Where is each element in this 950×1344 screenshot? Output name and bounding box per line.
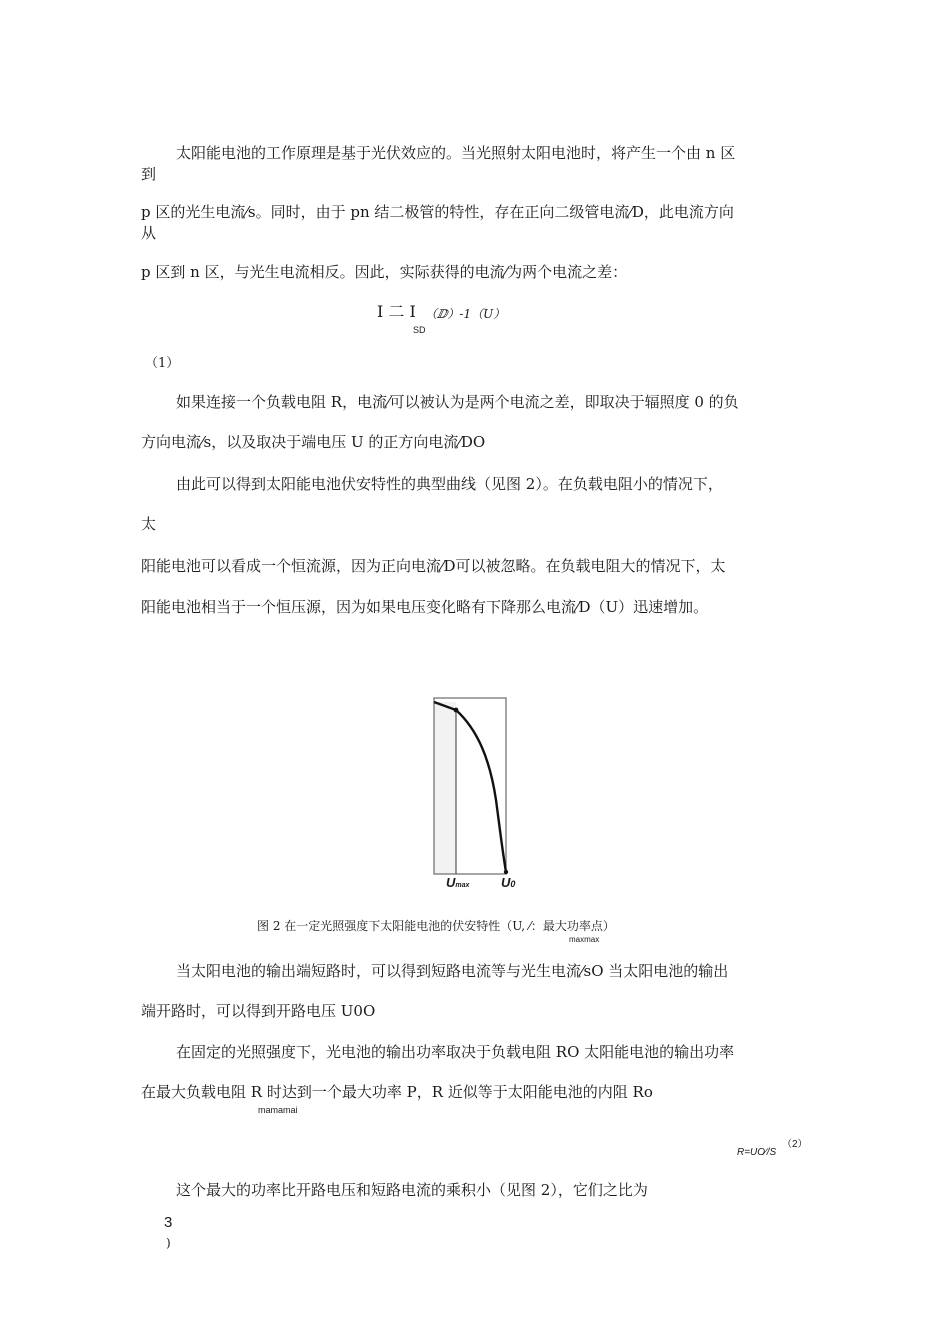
figure-label-umax: Umax <box>446 875 470 890</box>
paragraph-1-line-2: 到 <box>141 165 157 183</box>
paragraph-5-subscript: mamamai <box>258 1105 298 1115</box>
paragraph-5-line-2: 在最大负载电阻 R 时达到一个最大功率 P，R 近似等于太阳能电池的内阻 Ro <box>141 1083 653 1101</box>
iv-curve-figure <box>430 690 530 900</box>
figure-label-u0: U0 <box>501 875 516 890</box>
equation-1-rest: （ⅅ）-1（U） <box>425 307 506 321</box>
figure-caption-subscript: maxmax <box>569 935 600 944</box>
figure-caption: 图 2 在一定光照强度下太阳能电池的伏安特性（U, ⁄：最大功率点） <box>257 919 615 933</box>
paragraph-6-line-1: 这个最大的功率比开路电压和短路电流的乘积小（见图 2），它们之比为 <box>176 1181 648 1199</box>
paragraph-6-number-3: 3 <box>164 1214 173 1231</box>
figure-shaded-region <box>434 702 456 874</box>
paragraph-1-line-3: p 区的光生电流⁄s。同时，由于 pn 结二极管的特性，存在正向二级管电流⁄D，此电流方向 <box>141 203 734 221</box>
paragraph-4-line-1: 当太阳电池的输出端短路时，可以得到短路电流等与光生电流⁄sO 当太阳电池的输出 <box>176 962 729 980</box>
equation-1-subscript: SD <box>413 325 426 335</box>
paragraph-3-line-1: 由此可以得到太阳能电池伏安特性的典型曲线（见图 2）。在负载电阻小的情况下， <box>176 475 723 493</box>
paragraph-3-line-3: 阳能电池可以看成一个恒流源，因为正向电流⁄D可以被忽略。在负载电阻大的情况下，太 <box>141 557 726 575</box>
max-power-point <box>454 708 459 713</box>
equation-1-main: I 二 I <box>377 302 416 321</box>
paragraph-6-paren: ) <box>166 1236 171 1250</box>
equation-2-number: （2） <box>782 1139 808 1150</box>
equation-1-number: （1） <box>145 356 180 371</box>
equation-2: R=UO⁄/S <box>737 1147 777 1158</box>
paragraph-1-line-1: 太阳能电池的工作原理是基于光伏效应的。当光照射太阳电池时，将产生一个由 n 区 <box>176 144 736 162</box>
paragraph-2-line-2: 方向电流⁄s，以及取决于端电压 U 的正方向电流⁄DO <box>141 433 486 451</box>
paragraph-4-line-2: 端开路时，可以得到开路电压 U0O <box>141 1002 376 1020</box>
paragraph-1-line-5: p 区到 n 区，与光生电流相反。因此，实际获得的电流⁄为两个电流之差： <box>141 263 628 281</box>
paragraph-3-line-4: 阳能电池相当于一个恒压源，因为如果电压变化略有下降那么电流⁄D（U）迅速增加。 <box>141 598 709 616</box>
paragraph-2-line-1: 如果连接一个负载电阻 R，电流⁄可以被认为是两个电流之差，即取决于辐照度 0 的负 <box>176 393 739 411</box>
paragraph-3-line-2: 太 <box>141 515 157 533</box>
paragraph-1-line-4: 从 <box>141 224 157 242</box>
paragraph-5-line-1: 在固定的光照强度下，光电池的输出功率取决于负载电阻 RO 太阳能电池的输出功率 <box>176 1043 735 1061</box>
